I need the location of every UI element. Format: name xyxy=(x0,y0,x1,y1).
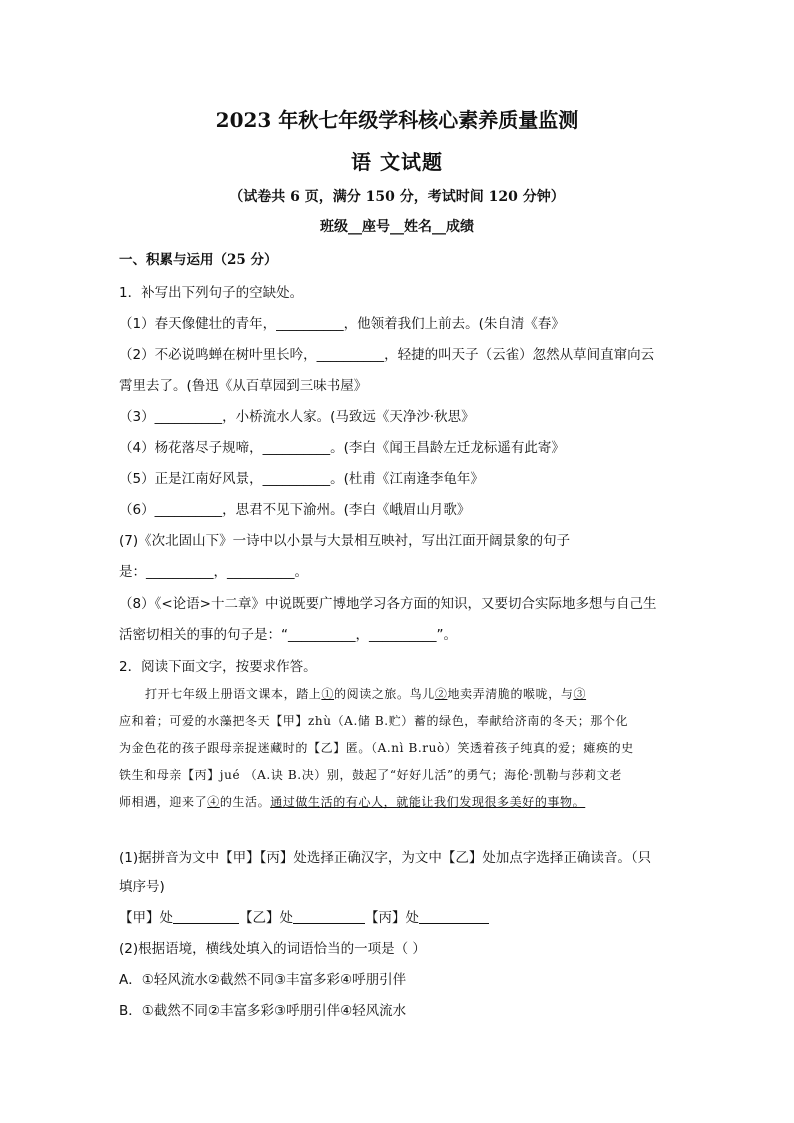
answer-yi-label: 【乙】处 xyxy=(239,910,293,926)
exam-subject: 语 文试题 xyxy=(351,150,443,174)
option-a: A．①轻风流水②截然不同③丰富多彩④呼朋引伴 xyxy=(119,972,407,988)
q1-line-5: （5）正是江南好风景，__________。(杜甫《江南逢李龟年》 xyxy=(119,471,484,487)
exam-info: （试卷共 6 页，满分 150 分，考试时间 120 分钟） xyxy=(229,189,565,205)
exam-title: 2023 年秋七年级学科核心素养质量监测 xyxy=(215,108,579,132)
q2-sub1-line-a: (1)据拼音为文中【甲】【丙】处选择正确汉字，为文中【乙】处加点字选择正确读音。（只 xyxy=(119,850,652,866)
blank-1: ① xyxy=(321,687,335,701)
q1-line-8a: （8）《<论语>十二章》中说既要广博地学习各方面的知识，又要切合实际地多想与自己生 xyxy=(119,596,657,612)
answer-jia-label: 【甲】处 xyxy=(119,910,173,926)
student-fields: 班级__座号__姓名__成绩 xyxy=(320,219,474,235)
section-heading: 一、积累与运用（25 分） xyxy=(119,252,278,268)
q1-line-4: （4）杨花落尽子规啼，__________。(李白《闻王昌龄左迁龙标遥有此寄》 xyxy=(119,440,565,456)
q1-line-7a: (7)《次北固山下》一诗中以小景与大景相互映衬，写出江面开阔景象的句子 xyxy=(119,533,571,549)
blank-2: ② xyxy=(434,687,448,701)
passage-line-3: 为金色花的孩子跟母亲捉迷藏时的【乙】匿。（A.nì B.ruò）笑透着孩子纯真的爱；瘫痪的史 xyxy=(119,741,634,755)
answer-bing-blank[interactable] xyxy=(419,909,489,924)
passage-line-2: 应和着；可爱的水藻把冬天【甲】zhù（A.储 B.贮）蓄的绿色，奉献给济南的冬天；那个化 xyxy=(119,714,629,728)
q1-line-6: （6）__________，思君不见下渝州。(李白《峨眉山月歌》 xyxy=(119,502,471,518)
q1-line-8b: 活密切相关的事的句子是：“__________，__________”。 xyxy=(119,627,457,643)
passage-line-5 xyxy=(119,789,675,816)
reading-passage xyxy=(119,681,675,816)
question-1-stem: 1．补写出下列句子的空缺处。 xyxy=(119,285,304,301)
q1-line-7b: 是：__________，__________。 xyxy=(119,564,308,580)
q2-sub1-line-b: 填序号) xyxy=(119,879,165,895)
passage-text: 地卖弄清脆的喉咙，与 xyxy=(447,687,574,701)
passage-text: 打开七年级上册语文课本，踏上 xyxy=(145,687,322,701)
q1-line-3: （3）__________，小桥流水人家。(马致远《天净沙·秋思》 xyxy=(119,409,475,425)
blank-3: ③ xyxy=(573,687,587,701)
q1-line-2b: 霄里去了。(鲁迅《从百草园到三味书屋》 xyxy=(119,378,368,394)
question-2-stem: 2．阅读下面文字，按要求作答。 xyxy=(119,659,317,675)
blank-4: ④ xyxy=(207,795,220,809)
answer-row xyxy=(119,906,489,926)
answer-jia-blank[interactable] xyxy=(173,909,239,924)
passage-text: 师相遇，迎来了 xyxy=(119,795,208,809)
q2-sub2: (2)根据语境，横线处填入的词语恰当的一项是（ ） xyxy=(119,941,426,957)
passage-line-1 xyxy=(119,681,675,708)
passage-text: 的阅读之旅。鸟儿 xyxy=(334,687,435,701)
passage-line-4: 铁生和母亲【丙】jué （A.诀 B.决）别，鼓起了“好好儿活”的勇气；海伦·凯勒与莎莉文老 xyxy=(119,768,622,782)
passage-text: 的生活。 xyxy=(219,795,271,809)
underlined-sentence: 通过做生活的有心人，就能让我们发现很多美好的事物。 xyxy=(270,795,586,809)
answer-yi-blank[interactable] xyxy=(293,909,365,924)
answer-bing-label: 【丙】处 xyxy=(365,910,419,926)
q1-line-1: （1）春天像健壮的青年，__________，他领着我们上前去。(朱自清《春》 xyxy=(119,316,565,332)
option-b: B．①截然不同②丰富多彩③呼朋引伴④轻风流水 xyxy=(119,1003,407,1019)
q1-line-2a: （2）不必说鸣蝉在树叶里长吟，__________，轻捷的叫天子（云雀）忽然从草间直窜向云 xyxy=(119,347,655,363)
